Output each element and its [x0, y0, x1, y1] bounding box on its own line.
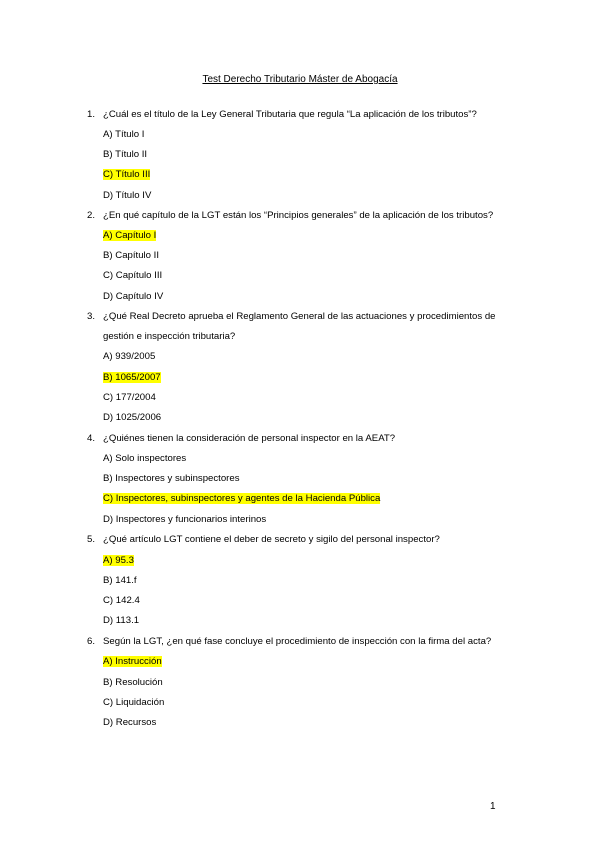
- answer-option: [103, 615, 139, 626]
- question-text: ¿Cuál es el título de la Ley General Tributaria que regula “La aplicación de los tributos”?: [103, 109, 477, 120]
- answer-option: [103, 270, 162, 281]
- question-4: [87, 433, 395, 444]
- question-text: Según la LGT, ¿en qué fase concluye el procedimiento de inspección con la firma del acta?: [103, 636, 492, 647]
- answer-option: [103, 575, 137, 586]
- option-text: D) 113.1: [103, 615, 140, 626]
- highlighted-answer: C) Título III: [103, 169, 151, 180]
- question-text: ¿Qué artículo LGT contiene el deber de secreto y sigilo del personal inspector?: [103, 534, 440, 545]
- answer-option-correct: [103, 656, 162, 667]
- option-text: D) Capítulo IV: [103, 291, 164, 302]
- option-text: A) 939/2005: [103, 351, 156, 362]
- option-text: A) Solo inspectores: [103, 453, 187, 464]
- answer-option-correct: [103, 169, 150, 180]
- answer-option: [103, 717, 156, 728]
- answer-option: [103, 412, 161, 423]
- highlighted-answer: A) 95.3: [103, 555, 134, 566]
- highlighted-answer: C) Inspectores, subinspectores y agentes de la Hacienda Pública: [103, 493, 381, 504]
- highlighted-answer: A) Capítulo I: [103, 230, 157, 241]
- option-text: D) Inspectores y funcionarios interinos: [103, 514, 267, 525]
- option-text: C) Capítulo III: [103, 270, 163, 281]
- option-text: B) Resolución: [103, 677, 163, 688]
- question-5: [87, 534, 440, 545]
- option-text: A) Título I: [103, 129, 145, 140]
- answer-option-correct: [103, 372, 161, 383]
- question-text: ¿Quiénes tienen la consideración de personal inspector en la AEAT?: [103, 433, 396, 444]
- answer-option: [103, 392, 156, 403]
- answer-option: [103, 250, 159, 261]
- question-number: 3.: [87, 311, 96, 322]
- option-text: D) 1025/2006: [103, 412, 162, 423]
- question-number: 6.: [87, 636, 96, 647]
- question-2: [87, 210, 493, 221]
- question-number: 2.: [87, 210, 96, 221]
- question-number: 4.: [87, 433, 96, 444]
- question-6: [87, 636, 491, 647]
- answer-option-correct: [103, 555, 134, 566]
- page-number: 1: [490, 801, 496, 812]
- option-text: B) Capítulo II: [103, 250, 159, 261]
- question-text-continuation: gestión e inspección tributaria?: [103, 331, 236, 342]
- answer-option: [103, 677, 163, 688]
- option-text: C) Liquidación: [103, 697, 165, 708]
- question-text: ¿En qué capítulo de la LGT están los “Principios generales” de la aplicación de los tributos?: [103, 210, 494, 221]
- answer-option: [103, 190, 151, 201]
- answer-option: [103, 351, 155, 362]
- answer-option: [103, 473, 240, 484]
- answer-option: [103, 595, 140, 606]
- question-text: ¿Qué Real Decreto aprueba el Reglamento General de las actuaciones y procedimientos de: [103, 311, 496, 322]
- question-number: 1.: [87, 109, 96, 120]
- answer-option: [103, 149, 147, 160]
- answer-option-correct: [103, 230, 156, 241]
- option-text: C) 142.4: [103, 595, 140, 606]
- highlighted-answer: A) Instrucción: [103, 656, 162, 667]
- option-text: B) 141.f: [103, 575, 137, 586]
- answer-option: [103, 291, 163, 302]
- highlighted-answer: B) 1065/2007: [103, 372, 161, 383]
- option-text: D) Recursos: [103, 717, 157, 728]
- answer-option-correct: [103, 493, 380, 504]
- option-text: C) 177/2004: [103, 392, 156, 403]
- answer-option: [103, 697, 164, 708]
- option-text: B) Título II: [103, 149, 148, 160]
- answer-option: [103, 514, 266, 525]
- option-text: B) Inspectores y subinspectores: [103, 473, 240, 484]
- question-3: [87, 311, 496, 322]
- document-title: Test Derecho Tributario Máster de Abogacía: [202, 74, 398, 85]
- answer-option: [103, 453, 186, 464]
- question-number: 5.: [87, 534, 96, 545]
- answer-option: [103, 129, 144, 140]
- question-1: [87, 109, 477, 120]
- option-text: D) Título IV: [103, 190, 152, 201]
